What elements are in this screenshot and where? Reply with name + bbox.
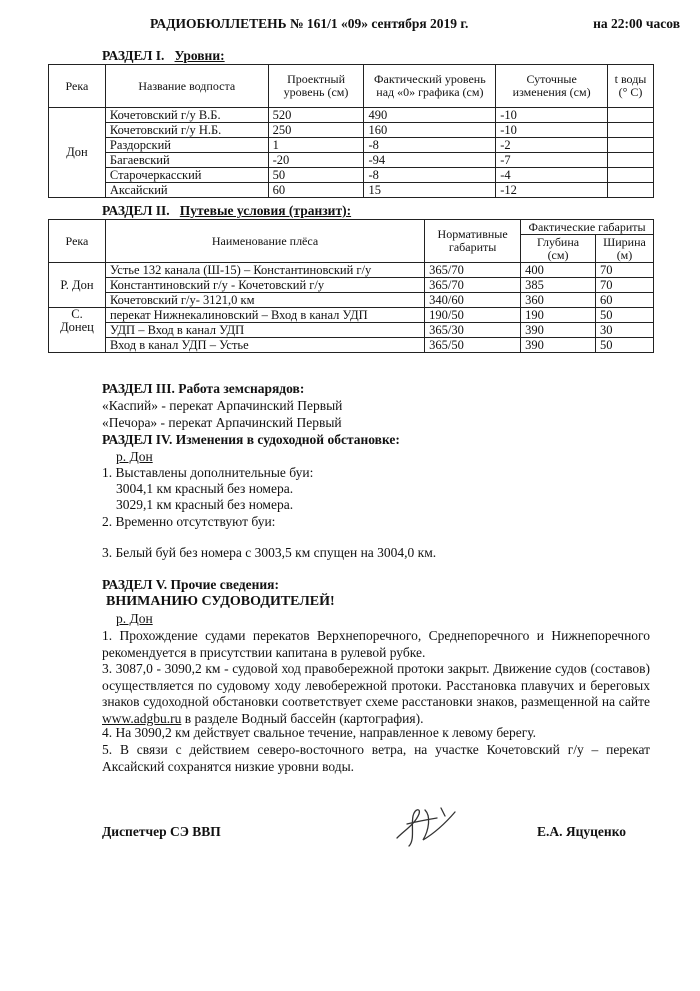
post-name: Кочетовский г/у В.Б.	[105, 108, 268, 123]
notice-paragraph-3: 3. 3087,0 - 3090,2 км - судовой ход правобережной протоки закрыт. Движение судов (составов) осуществляется по судовому ходу левобережной протоки. Расстановка плавучих и береговых знаков судоходной обстановки соответствует схеме расстановки знаков, размещенной на сайте www.adgbu.ru в разделе Водный бассейн (картография).	[102, 661, 650, 726]
reach-name: Вход в канал УДП – Устье	[105, 338, 424, 353]
transit-col-depth: Глубина (см)	[521, 235, 596, 263]
design-level: 250	[268, 123, 364, 138]
design-level: 50	[268, 168, 364, 183]
daily-change: -10	[496, 108, 608, 123]
section4-river: р. Дон	[116, 449, 153, 464]
levels-col-design: Проектный уровень (см)	[268, 65, 364, 108]
table-row	[49, 168, 654, 183]
post-name: Старочеркасский	[105, 168, 268, 183]
actual-depth: 390	[521, 323, 596, 338]
section5-river: р. Дон	[116, 611, 153, 626]
actual-width: 60	[595, 293, 653, 308]
transit-table	[48, 219, 654, 353]
design-level: 60	[268, 183, 364, 198]
daily-change: -2	[496, 138, 608, 153]
table-row	[49, 153, 654, 168]
actual-width: 70	[595, 263, 653, 278]
table-row	[49, 138, 654, 153]
post-name: Раздорский	[105, 138, 268, 153]
daily-change: -4	[496, 168, 608, 183]
buoy-item: 3029,1 км красный без номера.	[116, 497, 294, 512]
section4-title: РАЗДЕЛ IV. Изменения в судоходной обстановке:	[102, 432, 400, 447]
actual-level: -94	[364, 153, 496, 168]
table-row	[49, 183, 654, 198]
water-temp	[608, 123, 654, 138]
actual-depth: 385	[521, 278, 596, 293]
water-temp	[608, 153, 654, 168]
levels-table	[48, 64, 654, 198]
handwritten-signature	[385, 800, 465, 850]
daily-change: -12	[496, 183, 608, 198]
actual-depth: 360	[521, 293, 596, 308]
attention-heading: ВНИМАНИЮ СУДОВОДИТЕЛЕЙ!	[106, 594, 335, 609]
table-row	[49, 338, 654, 353]
levels-col-actual: Фактический уровень над «0» графика (см)	[364, 65, 496, 108]
transit-header-row-1	[49, 220, 654, 235]
reach-name: перекат Нижнекалиновский – Вход в канал УДП	[105, 308, 424, 323]
actual-level: 160	[364, 123, 496, 138]
buoy-item: 3004,1 км красный без номера.	[116, 481, 294, 496]
post-name: Кочетовский г/у Н.Б.	[105, 123, 268, 138]
bulletin-header	[150, 16, 690, 32]
normative-value: 365/70	[425, 263, 521, 278]
dredger-item: «Печора» - перекат Арпачинский Первый	[102, 415, 342, 430]
levels-river-cell: Дон	[49, 108, 106, 198]
reach-name: УДП – Вход в канал УДП	[105, 323, 424, 338]
levels-col-post: Название водпоста	[105, 65, 268, 108]
notice-paragraph-1: 1. Прохождение судами перекатов Верхнепоречного, Среднепоречного и Нижнепоречного рекомендуется в присутствии капитана в рулевой рубке.	[102, 628, 650, 660]
post-name: Багаевский	[105, 153, 268, 168]
actual-width: 30	[595, 323, 653, 338]
section4-item3: 3. Белый буй без номера с 3003,5 км спущен на 3004,0 км.	[102, 545, 437, 560]
website-link[interactable]: www.adgbu.ru	[102, 710, 182, 726]
design-level: 520	[268, 108, 364, 123]
daily-change: -7	[496, 153, 608, 168]
transit-col-reach: Наименование плёса	[105, 220, 424, 263]
table-row	[49, 293, 654, 308]
normative-value: 190/50	[425, 308, 521, 323]
actual-depth: 190	[521, 308, 596, 323]
transit-col-normative: Нормативные габариты	[425, 220, 521, 263]
section4-item1: 1. Выставлены дополнительные буи:	[102, 465, 314, 480]
actual-level: 490	[364, 108, 496, 123]
actual-level: -8	[364, 168, 496, 183]
normative-value: 365/70	[425, 278, 521, 293]
normative-value: 365/30	[425, 323, 521, 338]
levels-col-change: Суточные изменения (см)	[496, 65, 608, 108]
transit-col-river: Река	[49, 220, 106, 263]
section5-title: РАЗДЕЛ V. Прочие сведения:	[102, 577, 279, 592]
actual-width: 50	[595, 308, 653, 323]
bulletin-time: на 22:00 часов	[593, 16, 680, 31]
post-name: Аксайский	[105, 183, 268, 198]
notice-paragraph-5: 5. В связи с действием северо-восточного ветра, на участке Кочетовский г/у – перекат Аксайский сохранятся низкие уровни воды.	[102, 742, 650, 774]
levels-header-row	[49, 65, 654, 108]
section2-title: РАЗДЕЛ II. Путевые условия (транзит):	[102, 203, 352, 218]
daily-change: -10	[496, 123, 608, 138]
water-temp	[608, 168, 654, 183]
table-row	[49, 278, 654, 293]
water-temp	[608, 108, 654, 123]
transit-river-cell: Р. Дон	[49, 263, 106, 308]
actual-level: -8	[364, 138, 496, 153]
table-row	[49, 123, 654, 138]
section4-item2: 2. Временно отсутствуют буи:	[102, 514, 276, 529]
design-level: -20	[268, 153, 364, 168]
water-temp	[608, 138, 654, 153]
design-level: 1	[268, 138, 364, 153]
reach-name: Кочетовский г/у- 3121,0 км	[105, 293, 424, 308]
table-row	[49, 263, 654, 278]
actual-width: 70	[595, 278, 653, 293]
section3-title: РАЗДЕЛ III. Работа земснарядов:	[102, 381, 305, 396]
table-row	[49, 108, 654, 123]
dredger-item: «Каспий» - перекат Арпачинский Первый	[102, 398, 343, 413]
normative-value: 365/50	[425, 338, 521, 353]
section1-title: РАЗДЕЛ I. Уровни:	[102, 48, 225, 63]
reach-name: Устье 132 канала (Ш-15) – Константиновский г/у	[105, 263, 424, 278]
normative-value: 340/60	[425, 293, 521, 308]
water-temp	[608, 183, 654, 198]
levels-col-river: Река	[49, 65, 106, 108]
dispatcher-name: Е.А. Яцуценко	[537, 824, 627, 839]
actual-level: 15	[364, 183, 496, 198]
actual-depth: 400	[521, 263, 596, 278]
actual-width: 50	[595, 338, 653, 353]
table-row	[49, 308, 654, 323]
bulletin-title: РАДИОБЮЛЛЕТЕНЬ № 161/1 «09» сентября 2019 г.	[150, 16, 469, 31]
actual-depth: 390	[521, 338, 596, 353]
reach-name: Константиновский г/у - Кочетовский г/у	[105, 278, 424, 293]
dispatcher-role: Диспетчер СЭ ВВП	[102, 824, 221, 839]
table-row	[49, 323, 654, 338]
transit-col-actual-group: Фактические габариты	[521, 220, 654, 235]
notice-paragraph-4: 4. На 3090,2 км действует свальное течение, направленное к левому берегу.	[102, 725, 537, 740]
levels-col-temp: t воды (° С)	[608, 65, 654, 108]
transit-col-width: Ширина (м)	[595, 235, 653, 263]
transit-river-cell: С. Донец	[49, 308, 106, 353]
